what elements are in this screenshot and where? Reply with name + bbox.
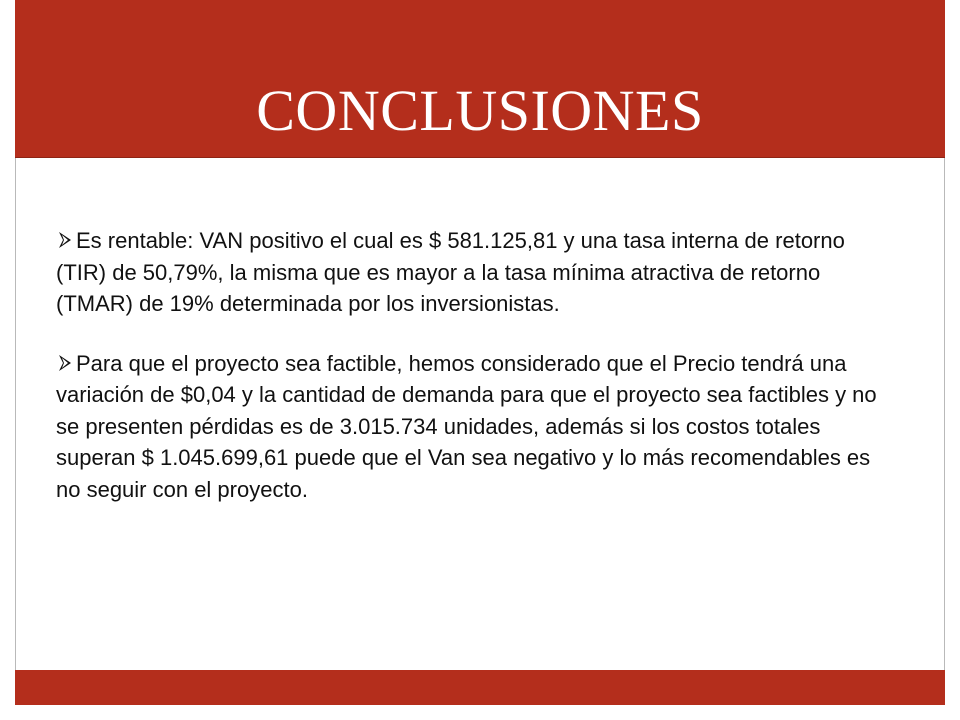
footer-band bbox=[15, 670, 945, 705]
bullet-text-rentable: Es rentable: VAN positivo el cual es $ 581.125,81 y una tasa interna de retorno (TIR) de 50,79%, la misma que es mayor a la tasa mínima atractiva de retorno (TMAR) de 19% determinada por los inversionistas. bbox=[56, 228, 845, 316]
bullet-item-factible bbox=[56, 348, 886, 506]
slide-title: CONCLUSIONES bbox=[256, 78, 704, 143]
arrow-bullet-icon bbox=[56, 228, 74, 250]
arrow-bullet-icon bbox=[56, 351, 74, 373]
bullet-text-factible: Para que el proyecto sea factible, hemos considerado que el Precio tendrá una variación de $0,04 y la cantidad de demanda para que el proyecto sea factibles y no se presenten pérdidas es de 3.015.734 unidades, además si los costos totales superan $ 1.045.699,61 puede que el Van sea negativo y lo más recomendables es no seguir con el proyecto. bbox=[56, 350, 877, 502]
slide-content bbox=[56, 225, 886, 533]
bullet-item-rentable bbox=[56, 225, 886, 320]
